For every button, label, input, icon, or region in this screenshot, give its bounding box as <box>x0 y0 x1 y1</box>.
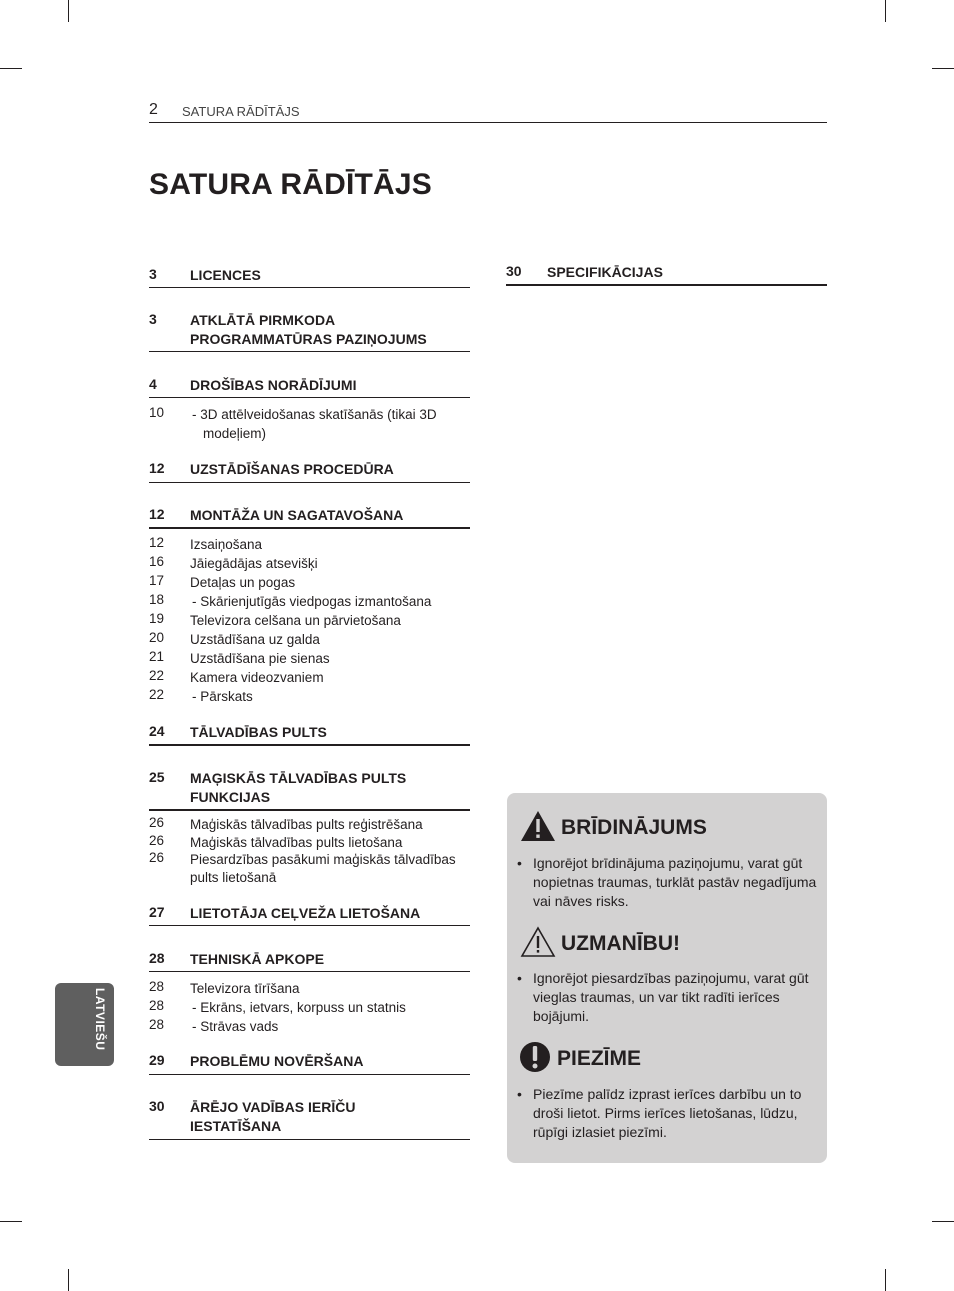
toc-subtitle: - Ekrāns, ietvars, korpuss un statnis <box>192 1000 406 1015</box>
toc-page-num: 30 <box>149 1098 165 1114</box>
toc-title-line1: ĀRĒJO VADĪBAS IERĪČU <box>190 1099 356 1115</box>
toc-subentry[interactable] <box>149 998 470 1017</box>
toc-entry-remote[interactable] <box>149 723 470 746</box>
toc-subtitle: Maģiskās tālvadības pults lietošana <box>190 835 403 850</box>
toc-page-num: 22 <box>149 687 165 702</box>
toc-title: MONTĀŽA UN SAGATAVOŠANA <box>190 507 404 523</box>
crop-mark <box>932 1221 954 1222</box>
toc-subtitle: Televizora celšana un pārvietošana <box>190 613 401 628</box>
toc-subtitle: - Skārienjutīgās viedpogas izmantošana <box>192 594 432 609</box>
toc-subtitle-line2: modeļiem) <box>203 426 267 441</box>
toc-page-num: 16 <box>149 554 165 569</box>
toc-subentry[interactable] <box>149 850 470 886</box>
crop-mark <box>68 0 69 22</box>
toc-page-num: 12 <box>149 506 165 522</box>
toc-subtitle-line1: Piesardzības pasākumi maģiskās tālvadības <box>190 852 456 867</box>
toc-title: LIETOTĀJA CEĻVEŽA LIETOŠANA <box>190 905 421 921</box>
warning-body: Ignorējot brīdinājuma paziņojumu, varat gūt nopietnas traumas, turklāt pastāv negadījuma vai nāves risks. <box>533 855 817 909</box>
toc-subentry[interactable] <box>149 649 470 668</box>
toc-page-num: 18 <box>149 592 165 607</box>
toc-subtitle: Jāiegādājas atsevišķi <box>190 556 318 571</box>
toc-subentry[interactable] <box>149 833 470 851</box>
toc-title-line1: ATKLĀTĀ PIRMKODA <box>190 312 336 328</box>
toc-title: TĀLVADĪBAS PULTS <box>190 724 327 740</box>
toc-page-num: 17 <box>149 573 165 588</box>
toc-title-line2: FUNKCIJAS <box>190 789 271 805</box>
warning-title: BRĪDINĀJUMS <box>561 816 707 839</box>
warning-text <box>517 854 817 914</box>
toc-entry-install[interactable] <box>149 460 470 483</box>
language-tab-label: LATVIEŠU <box>93 988 107 1051</box>
caution-title: UZMANĪBU! <box>561 932 680 955</box>
toc-page-num: 21 <box>149 649 165 664</box>
toc-title: DROŠĪBAS NORĀDĪJUMI <box>190 377 357 393</box>
caution-triangle-icon <box>519 925 557 965</box>
toc-page-num: 3 <box>149 266 157 282</box>
crop-mark <box>932 68 954 69</box>
toc-subtitle: Izsaiņošana <box>190 537 263 552</box>
toc-entry-specifications[interactable] <box>506 263 827 286</box>
toc-page-num: 28 <box>149 1017 165 1032</box>
toc-page-num: 28 <box>149 950 165 966</box>
toc-page-num: 10 <box>149 405 165 420</box>
toc-title-line2: PROGRAMMATŪRAS PAZIŅOJUMS <box>190 331 427 347</box>
toc-page-num: 25 <box>149 769 165 785</box>
caution-body: Ignorējot piesardzības paziņojumu, varat gūt vieglas traumas, un var tikt radīti ierīces bojājumi. <box>533 970 809 1024</box>
toc-subtitle: Uzstādīšana pie sienas <box>190 651 330 666</box>
toc-page-num: 28 <box>149 998 165 1013</box>
toc-title: LICENCES <box>190 267 261 283</box>
toc-page-num: 26 <box>149 850 165 865</box>
toc-subentry[interactable] <box>149 687 470 706</box>
toc-page-num: 27 <box>149 904 165 920</box>
toc-page-num: 19 <box>149 611 165 626</box>
toc-page-num: 4 <box>149 376 157 392</box>
caution-text <box>517 969 817 1029</box>
toc-subtitle-line1: - 3D attēlveidošanas skatīšanās (tikai 3D <box>192 407 437 422</box>
crop-mark <box>0 1221 22 1222</box>
toc-entry-licences[interactable] <box>149 266 470 288</box>
notice-box <box>507 793 827 1163</box>
toc-subtitle: - Pārskats <box>192 689 253 704</box>
toc-subtitle: Kamera videozvaniem <box>190 670 324 685</box>
toc-subtitle-line2: pults lietošanā <box>190 870 277 885</box>
toc-page-num: 24 <box>149 723 165 739</box>
toc-page-num: 26 <box>149 815 165 830</box>
toc-subentry[interactable] <box>149 815 470 833</box>
toc-page-num: 29 <box>149 1052 165 1068</box>
toc-subtitle: Televizora tīrīšana <box>190 981 300 996</box>
toc-page-num: 20 <box>149 630 165 645</box>
crop-mark <box>68 1269 69 1291</box>
bullet: • <box>517 970 522 986</box>
crop-mark <box>0 68 22 69</box>
toc-entry-open-source[interactable] <box>149 311 470 352</box>
toc-title: PROBLĒMU NOVĒRŠANA <box>190 1053 364 1069</box>
toc-subentry[interactable] <box>149 668 470 687</box>
toc-title-line2: IESTATĪŠANA <box>190 1118 282 1134</box>
toc-entry-maintenance[interactable] <box>149 950 470 972</box>
toc-page-num: 12 <box>149 535 165 550</box>
bullet: • <box>517 1086 522 1102</box>
note-text <box>517 1085 817 1145</box>
toc-title: TEHNISKĀ APKOPE <box>190 951 325 967</box>
toc-entry-external-control[interactable] <box>149 1098 470 1140</box>
toc-title: SPECIFIKĀCIJAS <box>547 264 663 280</box>
toc-page-num: 26 <box>149 833 165 848</box>
toc-subentry-3d[interactable] <box>149 405 470 443</box>
toc-subtitle: - Strāvas vads <box>192 1019 279 1034</box>
toc-title-line1: MAĢISKĀS TĀLVADĪBAS PULTS <box>190 770 407 786</box>
toc-entry-magic-remote[interactable] <box>149 769 470 811</box>
toc-subentry[interactable] <box>149 630 470 649</box>
exclamation-circle-icon <box>519 1040 553 1080</box>
toc-subentry[interactable] <box>149 573 470 592</box>
page-title: SATURA RĀDĪTĀJS <box>149 168 433 201</box>
toc-subentry[interactable] <box>149 611 470 630</box>
toc-subentry[interactable] <box>149 979 470 998</box>
toc-entry-troubleshooting[interactable] <box>149 1052 470 1075</box>
toc-title: UZSTĀDĪŠANAS PROCEDŪRA <box>190 461 394 477</box>
toc-page-num: 22 <box>149 668 165 683</box>
bullet: • <box>517 855 522 871</box>
note-body: Piezīme palīdz izprast ierīces darbību un to droši lietot. Pirms ierīces lietošanas, lūdzu, rūpīgi izlasiet piezīmi. <box>533 1086 802 1140</box>
toc-subtitle: Detaļas un pogas <box>190 575 296 590</box>
toc-subentry[interactable] <box>149 535 470 554</box>
running-header-title: SATURA RĀDĪTĀJS <box>182 104 300 119</box>
page-number: 2 <box>149 101 158 118</box>
warning-triangle-icon <box>519 809 557 849</box>
toc-entry-assembly[interactable] <box>149 506 470 529</box>
toc-subtitle: Uzstādīšana uz galda <box>190 632 320 647</box>
crop-mark <box>885 1269 886 1291</box>
toc-entry-safety[interactable] <box>149 376 470 398</box>
crop-mark <box>885 0 886 22</box>
toc-page-num: 12 <box>149 460 165 476</box>
toc-subtitle: Maģiskās tālvadības pults reģistrēšana <box>190 817 423 832</box>
page-header <box>149 100 827 123</box>
language-side-tab <box>55 983 114 1066</box>
toc-entry-user-guide[interactable] <box>149 904 470 926</box>
toc-subentry[interactable] <box>149 554 470 573</box>
toc-page-num: 28 <box>149 979 165 994</box>
note-title: PIEZĪME <box>557 1047 642 1070</box>
toc-subentry[interactable] <box>149 1017 470 1036</box>
toc-subentry[interactable] <box>149 592 470 611</box>
toc-page-num: 3 <box>149 311 157 327</box>
toc-page-num: 30 <box>506 263 522 279</box>
